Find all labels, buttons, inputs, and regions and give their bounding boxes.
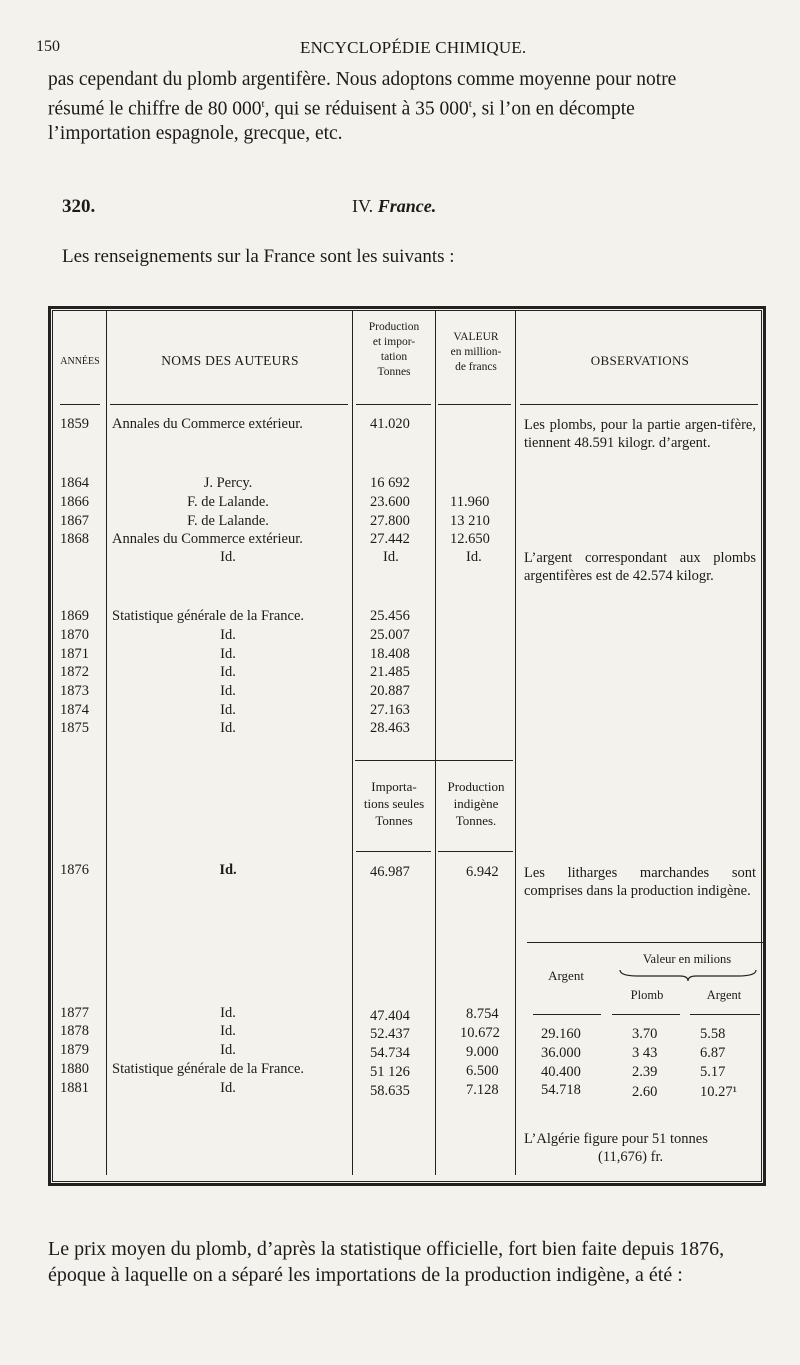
section-rule	[527, 942, 763, 943]
production-cell: 25.007	[370, 627, 410, 643]
production-cell: 27.163	[370, 702, 410, 718]
lead-value-cell: 3 43	[632, 1045, 658, 1061]
silver-cell: 40.400	[541, 1064, 581, 1080]
author-cell: Id.	[220, 702, 236, 718]
lead-value-cell: 2.60	[632, 1084, 658, 1100]
running-head: ENCYCLOPÉDIE CHIMIQUE.	[300, 38, 527, 57]
silver-value-cell: 5.58	[700, 1026, 726, 1042]
author-cell: Id.	[220, 1042, 236, 1058]
brace-icon	[618, 968, 758, 982]
header-rule	[520, 404, 758, 405]
indigenous-cell: 8.754	[466, 1006, 499, 1022]
section-rule	[355, 760, 513, 761]
author-cell: F. de Lalande.	[187, 513, 269, 529]
observation-note: L’Algérie figure pour 51 tonnes (11,676) fr.	[524, 1131, 708, 1165]
author-cell: Id.	[220, 1023, 236, 1039]
header-production: Production et impor- tation Tonnes	[368, 321, 420, 378]
author-cell: Id.	[220, 1080, 236, 1096]
silver-value-cell: 5.17	[700, 1064, 726, 1080]
year-cell: 1864	[60, 475, 89, 491]
header-importations: Importa- tions seules Tonnes	[363, 779, 425, 828]
year-cell: 1873	[60, 683, 89, 699]
value-cell: Id.	[466, 549, 482, 565]
column-rule	[515, 311, 516, 1175]
top-paragraph-line: l’importation espagnole, grecque, etc.	[48, 122, 343, 144]
header-valeur-millions: Valeur en milions	[642, 952, 732, 966]
production-cell: 28.463	[370, 720, 410, 736]
value-cell: 12.650	[450, 531, 490, 547]
header-rule	[110, 404, 348, 405]
year-cell: 1859	[60, 416, 89, 432]
header-observations: OBSERVATIONS	[590, 353, 690, 368]
value-cell: 11.960	[450, 494, 490, 510]
indigenous-cell: 6.500	[466, 1063, 499, 1079]
bottom-paragraph-line: Le prix moyen du plomb, d’après la statistique officielle, fort bien faite depuis 1876,	[48, 1238, 725, 1260]
intro-text: Les renseignements sur la France sont les suivants :	[62, 246, 455, 267]
header-valeur: VALEUR en million- de francs	[450, 331, 502, 373]
author-cell: Statistique générale de la France.	[112, 608, 305, 624]
section-title: IV. France.	[352, 196, 437, 216]
author-cell: Annales du Commerce extérieur.	[112, 416, 303, 432]
header-argent: Argent	[548, 968, 584, 983]
author-cell: Id.	[219, 862, 237, 878]
indigenous-cell: 10.672	[460, 1025, 500, 1041]
author-cell: F. de Lalande.	[187, 494, 269, 510]
production-cell: 21.485	[370, 664, 410, 680]
header-rule	[533, 1014, 601, 1015]
silver-value-cell: 10.27¹	[700, 1084, 737, 1100]
year-cell: 1866	[60, 494, 89, 510]
observation-note: Les plombs, pour la partie argen-tifère, tiennent 48.591 kilogr. d’argent.	[524, 417, 756, 451]
year-cell: 1878	[60, 1023, 89, 1039]
imports-cell: 47.404	[370, 1008, 410, 1024]
production-cell: 18.408	[370, 646, 410, 662]
production-cell: 27.442	[370, 531, 410, 547]
year-cell: 1874	[60, 702, 89, 718]
imports-cell: 46.987	[370, 864, 410, 880]
header-rule	[356, 851, 431, 852]
indigenous-cell: 6.942	[466, 864, 499, 880]
lead-value-cell: 3.70	[632, 1026, 658, 1042]
production-cell: 23.600	[370, 494, 410, 510]
imports-cell: 51 126	[370, 1064, 410, 1080]
section-number: 320.	[62, 196, 96, 217]
author-cell: Id.	[220, 683, 236, 699]
column-rule	[106, 311, 107, 1175]
author-cell: Id.	[220, 1005, 236, 1021]
observation-note: L’argent correspondant aux plombs argentifères est de 42.574 kilogr.	[524, 550, 756, 584]
header-rule	[612, 1014, 680, 1015]
indigenous-cell: 9.000	[466, 1044, 499, 1060]
production-cell: Id.	[383, 549, 399, 565]
author-cell: J. Percy.	[203, 475, 253, 491]
year-cell: 1875	[60, 720, 89, 736]
year-cell: 1877	[60, 1005, 89, 1021]
year-cell: 1879	[60, 1042, 89, 1058]
imports-cell: 52.437	[370, 1026, 410, 1042]
imports-cell: 58.635	[370, 1083, 410, 1099]
column-rule	[435, 311, 436, 1175]
indigenous-cell: 7.128	[466, 1082, 499, 1098]
author-cell: Id.	[220, 720, 236, 736]
imports-cell: 54.734	[370, 1045, 410, 1061]
production-cell: 16 692	[370, 475, 410, 491]
production-cell: 27.800	[370, 513, 410, 529]
author-cell: Statistique générale de la France.	[112, 1061, 305, 1077]
production-cell: 41.020	[370, 416, 410, 432]
value-cell: 13 210	[450, 513, 490, 529]
author-cell: Id.	[220, 627, 236, 643]
year-cell: 1871	[60, 646, 89, 662]
column-rule	[352, 311, 353, 1175]
production-cell: 25.456	[370, 608, 410, 624]
year-cell: 1872	[60, 664, 89, 680]
year-cell: 1869	[60, 608, 89, 624]
year-cell: 1870	[60, 627, 89, 643]
production-cell: 20.887	[370, 683, 410, 699]
bottom-paragraph-line: époque à laquelle on a séparé les importations de la production indigène, a été :	[48, 1264, 683, 1286]
year-cell: 1868	[60, 531, 89, 547]
lead-value-cell: 2.39	[632, 1064, 658, 1080]
year-cell: 1881	[60, 1080, 89, 1096]
top-paragraph-line: pas cependant du plomb argentifère. Nous adoptons comme moyenne pour notre	[48, 69, 677, 90]
author-cell: Id.	[220, 664, 236, 680]
header-argent-sub: Argent	[706, 988, 742, 1002]
bottom-paragraph	[48, 1236, 770, 1288]
header-rule	[356, 404, 431, 405]
observation-note: Les litharges marchandes sont comprises dans la production indigène.	[524, 865, 756, 899]
header-rule	[438, 404, 511, 405]
header-rule	[60, 404, 100, 405]
top-paragraph	[48, 68, 768, 146]
page-number: 150	[36, 38, 60, 55]
silver-cell: 36.000	[541, 1045, 581, 1061]
author-cell: Annales du Commerce extérieur.	[112, 531, 303, 547]
silver-cell: 29.160	[541, 1026, 581, 1042]
header-rule	[438, 851, 513, 852]
header-annees: ANNÉES	[60, 356, 100, 367]
year-cell: 1867	[60, 513, 89, 529]
header-rule	[690, 1014, 760, 1015]
year-cell: 1880	[60, 1061, 89, 1077]
top-paragraph-line: résumé le chiffre de 80 000$^t$, qui se réduisent à 35 000$^t$, si l’on en décompte	[48, 98, 635, 120]
author-cell: Id.	[220, 646, 236, 662]
silver-cell: 54.718	[541, 1082, 581, 1098]
author-cell: Id.	[220, 549, 236, 565]
year-cell: 1876	[60, 862, 89, 878]
silver-value-cell: 6.87	[700, 1045, 726, 1061]
header-auteurs: NOMS DES AUTEURS	[161, 353, 299, 368]
header-production-indigene: Production indigène Tonnes.	[447, 779, 505, 828]
header-plomb: Plomb	[630, 988, 664, 1002]
